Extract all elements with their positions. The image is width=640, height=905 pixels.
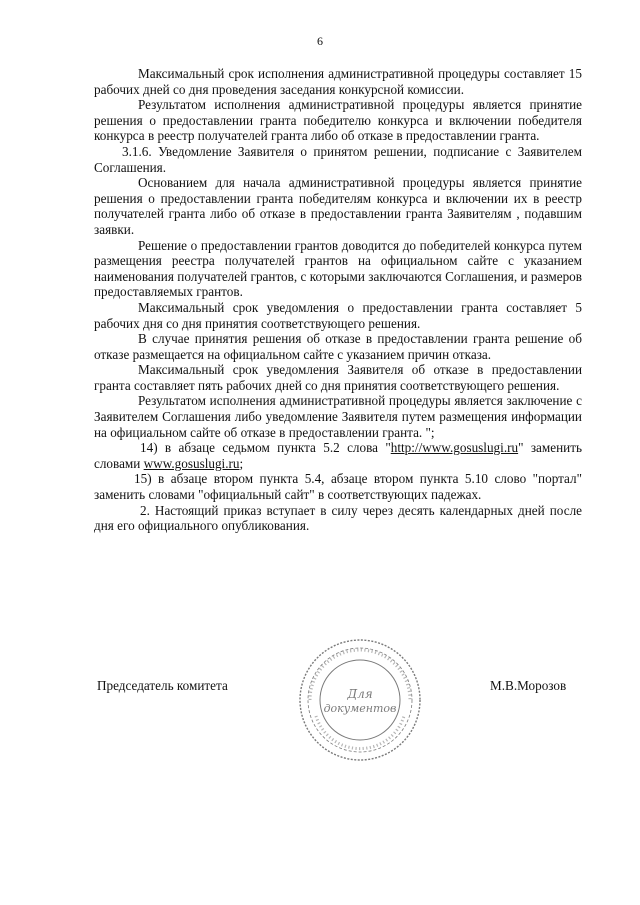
item14-text-before: 14) в абзаце седьмом пункта 5.2 слова " — [140, 440, 391, 456]
paragraph-refusal-term: Максимальный срок уведомления Заявителя об отказе в предоставлении гранта составляет пять рабочих дней со дня принятия соответствующего решения. — [94, 362, 582, 393]
paragraph-basis: Основанием для начала административной процедуры является принятие решения о предоставлении гранта победителям конкурса и включении их в реестр получателей гранта либо об отказе в предоставлении гранта Заявителям , подавшим заявки. — [94, 175, 582, 237]
document-body — [94, 66, 582, 534]
paragraph-decision-communication: Решение о предоставлении грантов доводится до победителей конкурса путем размещения реестра получателей грантов на официальном сайте с указанием наименования получателей грантов, с которыми заключаются Соглашения, и размеров предоставляемых грантов. — [94, 237, 582, 300]
gosuslugi-link-http[interactable]: http://www.gosuslugi.ru — [390, 440, 519, 456]
stamp-line-1: Для — [347, 687, 373, 701]
paragraph-section-3-1-6: 3.1.6. Уведомление Заявителя о принятом решении, подписание с Заявителем Соглашения. — [94, 143, 582, 175]
item14-text-after: ; — [239, 455, 244, 471]
paragraph-result-agreement: Результатом исполнения административной процедуры является заключение с Заявителем Соглашения либо уведомление Заявителя путем размещения информации на официальном сайте об отказе в предоставлении гранта. "; — [94, 393, 582, 440]
signature-name: М.В.Морозов — [490, 678, 567, 693]
paragraph-refusal-publication: В случае принятия решения об отказе в предоставлении гранта решение об отказе размещается на официальном сайте с указанием причин отказа. — [94, 331, 582, 362]
stamp-seal-icon — [296, 636, 424, 764]
page-number: 6 — [317, 34, 323, 48]
paragraph-notification-term: Максимальный срок уведомления о предоставлении гранта составляет 5 рабочих дня со дня принятия соответствующего решения. — [94, 299, 582, 331]
gosuslugi-link-www[interactable]: www.gosuslugi.ru — [143, 455, 240, 471]
stamp-line-2: документов — [323, 702, 397, 715]
paragraph-item-2: 2. Настоящий приказ вступает в силу через десять календарных дней после дня его официального опубликования. — [94, 502, 582, 534]
paragraph-result-decision: Результатом исполнения административной процедуры является принятие решения о предоставлении гранта победителю конкурса и включении победителя конкурса в реестр получателей гранта либо об отказе в предоставлении гранта. — [94, 97, 582, 144]
signature-position: Председатель комитета — [97, 678, 228, 693]
paragraph-item-15: 15) в абзаце втором пункта 5.4, абзаце втором пункта 5.10 слово "портал" заменить словами "официальный сайт" в соответствующих падежах. — [94, 471, 582, 503]
paragraph-max-term: Максимальный срок исполнения административной процедуры составляет 15 рабочих дней со дня проведения заседания конкурсной комиссии. — [94, 66, 582, 97]
item14-text-middle: " заменить словами — [94, 440, 582, 471]
paragraph-item-14 — [94, 440, 582, 471]
